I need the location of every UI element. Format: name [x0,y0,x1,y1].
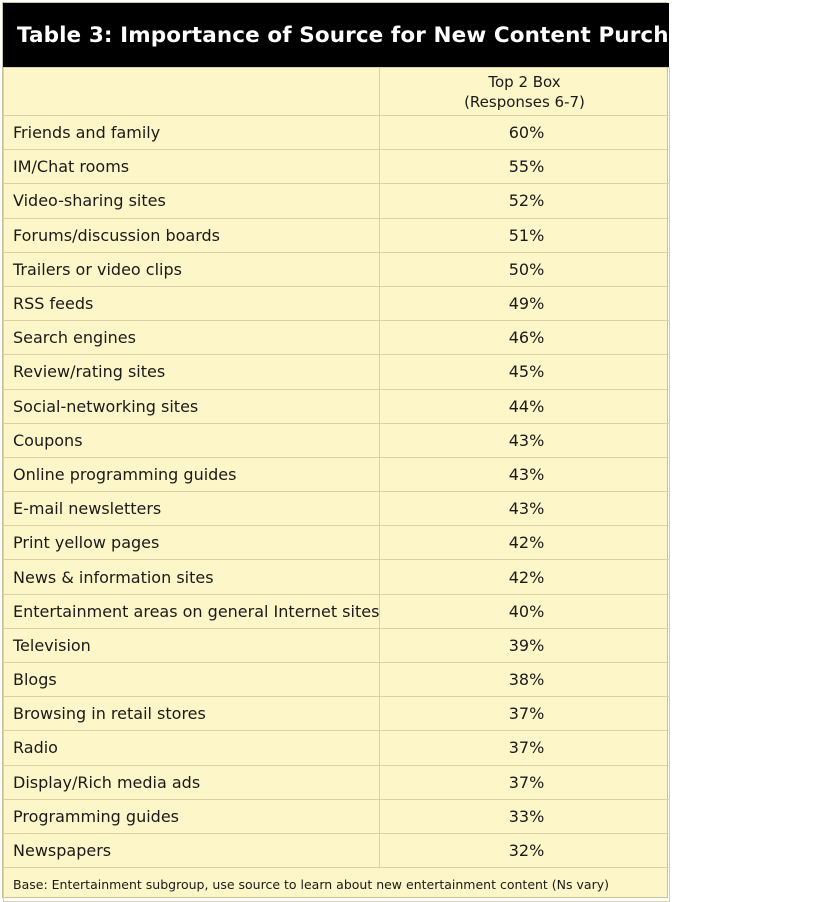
source-label: Review/rating sites [4,355,380,389]
top2box-value: 40% [380,594,670,628]
top2box-value: 43% [380,492,670,526]
source-column-header [4,68,380,116]
header-row [4,68,670,116]
source-label: Forums/discussion boards [4,218,380,252]
table-row [4,492,670,526]
source-label: Print yellow pages [4,526,380,560]
top2box-value: 52% [380,184,670,218]
table-row [4,252,670,286]
source-label: News & information sites [4,560,380,594]
header-line-1: Top 2 Box [488,72,561,91]
table-row [4,765,670,799]
table-row [4,116,670,150]
header-line-2: (Responses 6-7) [464,92,585,111]
table-row [4,833,670,867]
table-title: Table 3: Importance of Source for New Content Purchase Decision [17,22,822,48]
table-row [4,150,670,184]
table-row [4,526,670,560]
top2box-value: 60% [380,116,670,150]
top2box-value: 42% [380,560,670,594]
table-row [4,628,670,662]
table-row [4,423,670,457]
data-table [3,67,670,902]
source-label: Television [4,628,380,662]
source-label: Social-networking sites [4,389,380,423]
footnote-row [4,868,670,902]
table-row [4,799,670,833]
source-label: Blogs [4,663,380,697]
top2box-value: 50% [380,252,670,286]
top2box-value: 42% [380,526,670,560]
table-row [4,184,670,218]
top2box-value: 37% [380,697,670,731]
table-row [4,389,670,423]
source-label: Friends and family [4,116,380,150]
table-row [4,218,670,252]
table-row [4,457,670,491]
top2box-value: 49% [380,286,670,320]
table-row [4,594,670,628]
source-label: Online programming guides [4,457,380,491]
table-row [4,321,670,355]
source-label: Search engines [4,321,380,355]
source-label: Trailers or video clips [4,252,380,286]
table-row [4,560,670,594]
source-label: Programming guides [4,799,380,833]
source-label: Radio [4,731,380,765]
top2box-value: 33% [380,799,670,833]
top2box-value: 55% [380,150,670,184]
top2box-value: 38% [380,663,670,697]
source-label: Newspapers [4,833,380,867]
top2box-value: 46% [380,321,670,355]
table-frame [2,2,822,898]
top2box-value: 43% [380,457,670,491]
table-row [4,697,670,731]
top2box-value: 43% [380,423,670,457]
table-row [4,663,670,697]
source-label: Browsing in retail stores [4,697,380,731]
top2box-value: 45% [380,355,670,389]
source-label: Entertainment areas on general Internet sites [4,594,380,628]
source-label: E-mail newsletters [4,492,380,526]
source-label: IM/Chat rooms [4,150,380,184]
title-bar [3,3,822,67]
top2box-value: 37% [380,731,670,765]
source-label: Coupons [4,423,380,457]
source-label: RSS feeds [4,286,380,320]
table-row [4,731,670,765]
top2box-value: 44% [380,389,670,423]
top2box-value: 39% [380,628,670,662]
top2box-column-header [380,68,670,116]
top2box-value: 37% [380,765,670,799]
table-body [4,116,670,868]
table-row [4,286,670,320]
source-label: Display/Rich media ads [4,765,380,799]
table-row [4,355,670,389]
footnote: Base: Entertainment subgroup, use source to learn about new entertainment content (Ns vary) [4,868,670,902]
top2box-value: 32% [380,833,670,867]
top2box-value: 51% [380,218,670,252]
source-label: Video-sharing sites [4,184,380,218]
